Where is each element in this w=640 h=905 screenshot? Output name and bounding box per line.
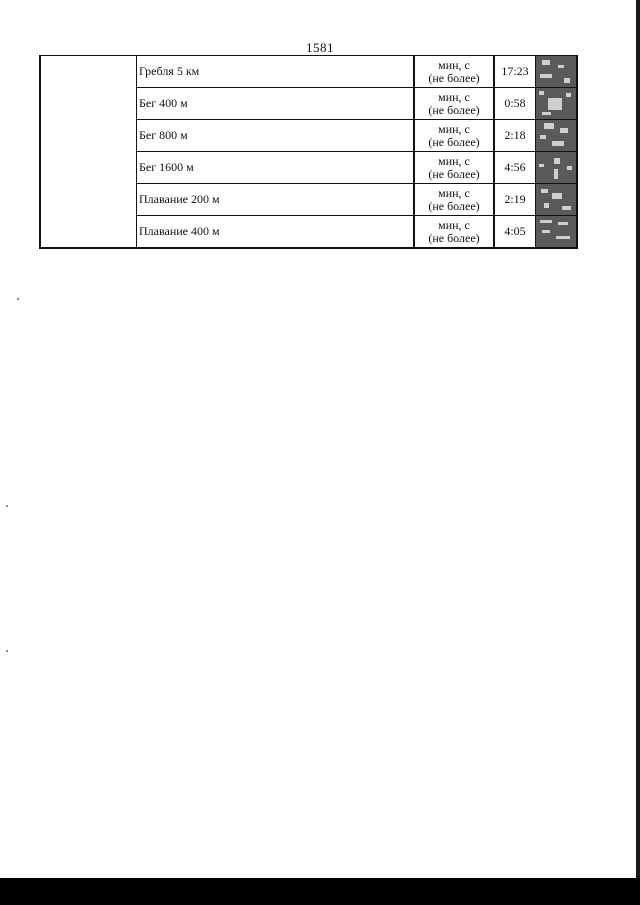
scan-stamp-cell [536, 56, 578, 88]
exercise-name: Плавание 400 м [137, 216, 415, 249]
unit-cell: мин, с (не более) [414, 56, 494, 88]
scan-speck [17, 298, 19, 300]
scan-stamp-cell [536, 152, 578, 184]
unit-cell: мин, с (не более) [414, 184, 494, 216]
blank-category-cell [40, 56, 137, 249]
scan-stamp-cell [536, 88, 578, 120]
scan-border-right [636, 0, 640, 878]
unit-cell: мин, с (не более) [414, 216, 494, 249]
scan-speck [6, 505, 8, 507]
page-number: 1581 [306, 40, 334, 55]
exercise-name: Плавание 200 м [137, 184, 415, 216]
scan-speck [6, 650, 8, 652]
scan-bottom-border [0, 878, 640, 905]
exercise-name: Гребля 5 км [137, 56, 415, 88]
norm-value: 0:58 [494, 88, 536, 120]
exercise-name: Бег 1600 м [137, 152, 415, 184]
exercise-name: Бег 400 м [137, 88, 415, 120]
norm-value: 17:23 [494, 56, 536, 88]
scan-stamp-cell [536, 184, 578, 216]
unit-cell: мин, с (не более) [414, 88, 494, 120]
exercise-name: Бег 800 м [137, 120, 415, 152]
norm-value: 4:05 [494, 216, 536, 249]
standards-table [39, 55, 578, 249]
unit-cell: мин, с (не более) [414, 152, 494, 184]
norm-value: 2:18 [494, 120, 536, 152]
scan-stamp-cell [536, 216, 578, 249]
scan-stamp-cell [536, 120, 578, 152]
norm-value: 2:19 [494, 184, 536, 216]
norm-value: 4:56 [494, 152, 536, 184]
table-row [40, 56, 577, 88]
unit-cell: мин, с (не более) [414, 120, 494, 152]
